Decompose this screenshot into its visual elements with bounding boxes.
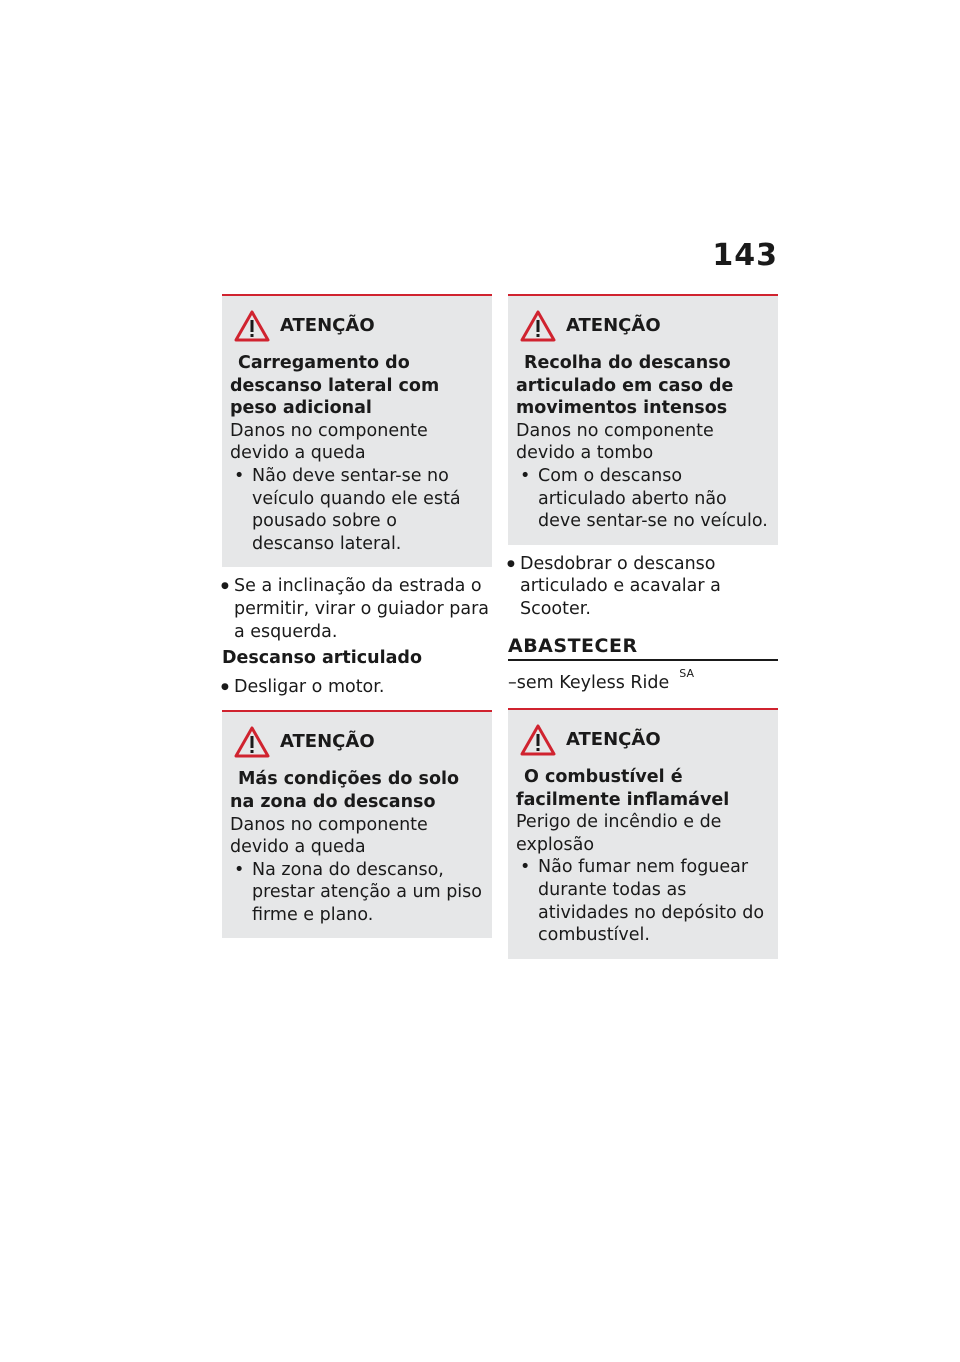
- warning-header: [230, 310, 484, 342]
- warning-description: Danos no componente devido a queda: [230, 420, 428, 464]
- warning-description: Perigo de incêndio e de explosão: [516, 812, 722, 855]
- warning-bullet: • Com o descanso articulado aberto não deve sentar-se no veículo.: [516, 465, 770, 533]
- warning-header: [230, 726, 484, 758]
- warning-bullet: • Não deve sentar-se no veículo quando ele está pousado sobre o descanso lateral.: [230, 465, 484, 555]
- warning-title: ATENÇÃO: [280, 731, 375, 753]
- warning-box: [508, 294, 778, 545]
- warning-subject: Más condições do solo na zona do descanso: [230, 769, 459, 812]
- warning-triangle-icon: [520, 724, 556, 756]
- warning-title: ATENÇÃO: [566, 728, 661, 750]
- warning-bullets: [230, 465, 484, 555]
- section-subtitle: [508, 667, 778, 694]
- page-number: 143: [712, 238, 778, 273]
- instruction-step: ● Desligar o motor.: [222, 676, 492, 699]
- warning-bullet: • Não fumar nem foguear durante todas as atividades no depósito do combustível.: [516, 856, 770, 946]
- warning-bullets: [516, 856, 770, 946]
- warning-box: [222, 710, 492, 938]
- warning-header: [516, 310, 770, 342]
- warning-triangle-icon: [234, 726, 270, 758]
- subheading: Descanso articulado: [222, 648, 422, 669]
- warning-box: [222, 294, 492, 567]
- warning-subject: Recolha do descanso articulado em caso de movimentos intensos: [516, 353, 734, 419]
- warning-bullets: [230, 859, 484, 927]
- warning-subject: O combustível é facilmente inflamável: [516, 766, 730, 810]
- instruction-step: ● Se a inclinação da estrada o permitir, virar o guiador para a esquerda.: [222, 575, 492, 643]
- warning-bullet: • Na zona do descanso, prestar atenção a um piso firme e plano.: [230, 859, 484, 927]
- warning-triangle-icon: [520, 310, 556, 342]
- warning-description: Danos no componente devido a tombo: [516, 420, 714, 464]
- warning-header: [516, 724, 770, 756]
- section-title: ABASTECER: [508, 635, 778, 661]
- section-subtitle-text: –sem Keyless Ride: [508, 672, 670, 693]
- warning-title: ATENÇÃO: [566, 314, 661, 336]
- warning-subject: Carregamento do descanso lateral com peso adicional: [230, 353, 440, 419]
- right-column: [508, 294, 778, 967]
- warning-title: ATENÇÃO: [280, 314, 375, 336]
- warning-triangle-icon: [234, 310, 270, 342]
- warning-box: [508, 708, 778, 959]
- left-column: [222, 294, 492, 946]
- special-accessory-badge: SA: [679, 666, 695, 680]
- warning-description: Danos no componente devido a queda: [230, 814, 428, 858]
- instruction-step: ● Desdobrar o descanso articulado e acavalar a Scooter.: [508, 553, 778, 621]
- warning-bullets: [516, 465, 770, 533]
